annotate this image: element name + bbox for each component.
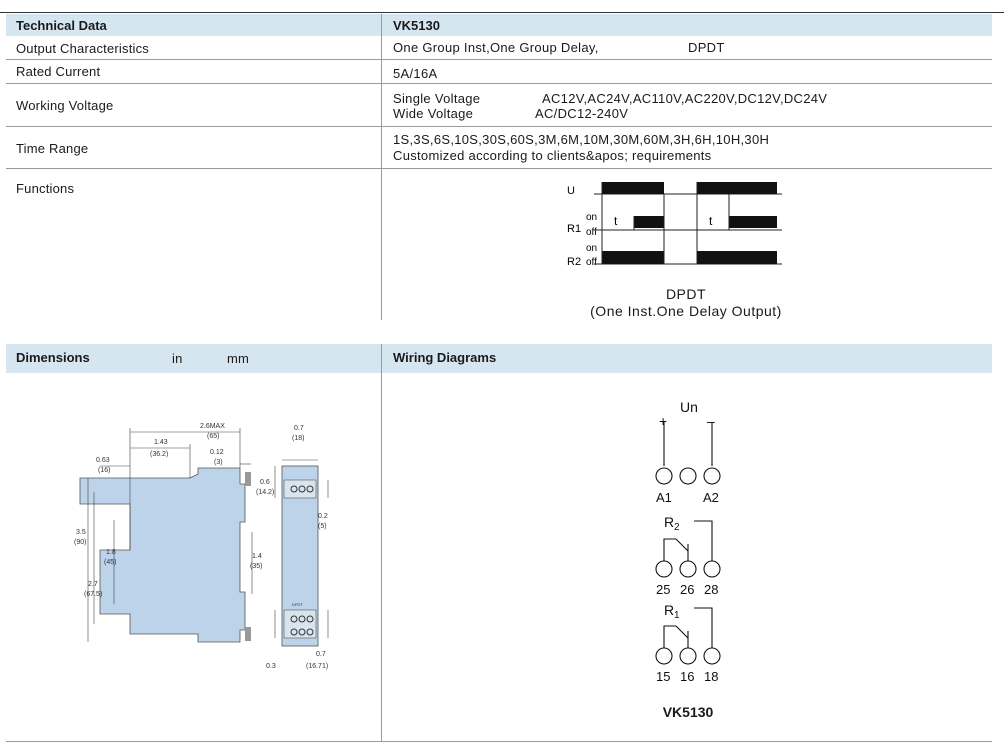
dim-0-7b: 0.7 bbox=[316, 651, 326, 658]
dim-width-max: 2.6MAX bbox=[200, 423, 225, 430]
dimensions-unit-mm: mm bbox=[227, 351, 250, 366]
dim-width-max-mm: (65) bbox=[207, 433, 220, 440]
wiring-header: Wiring Diagrams bbox=[393, 350, 497, 365]
dimensions-unit-in: in bbox=[172, 351, 183, 366]
t15-label: 15 bbox=[656, 669, 671, 684]
dim-0-7: 0.7 bbox=[294, 425, 304, 432]
timing-caption-dpdt: DPDT bbox=[665, 286, 707, 302]
dim-0-12-mm: (3) bbox=[214, 459, 223, 466]
terminal-25 bbox=[656, 561, 672, 577]
r2-off-label: off bbox=[586, 257, 597, 268]
dim-0-3: 0.3 bbox=[266, 663, 276, 670]
r1-on-label: on bbox=[586, 212, 598, 223]
r1-subscript: 1 bbox=[674, 610, 680, 621]
dim-0-63: 0.63 bbox=[96, 457, 110, 464]
r1-label: R1 bbox=[567, 223, 582, 235]
r2-label: R2 bbox=[567, 256, 582, 268]
row-time-label: Time Range bbox=[16, 141, 89, 156]
table-header-right: VK5130 bbox=[393, 18, 440, 33]
dim-3-5: 3.5 bbox=[76, 529, 86, 536]
table-top-border bbox=[0, 12, 1004, 13]
dim-1-4-mm: (35) bbox=[250, 563, 263, 570]
r2-pulse bbox=[602, 251, 664, 264]
row-functions-label: Functions bbox=[16, 181, 75, 196]
relay-side-body bbox=[80, 468, 245, 642]
dim-0-7-mm: (18) bbox=[292, 435, 305, 442]
row-divider bbox=[6, 126, 992, 127]
t25-label: 25 bbox=[656, 582, 671, 597]
dim-0-12: 0.12 bbox=[210, 449, 224, 456]
r1-label: R bbox=[664, 602, 675, 618]
rail-clip bbox=[245, 627, 251, 641]
terminal-15 bbox=[656, 648, 672, 664]
terminal-16 bbox=[680, 648, 696, 664]
bottom-border bbox=[6, 741, 992, 742]
row-voltage-single-value: AC12V,AC24V,AC110V,AC220V,DC12V,DC24V bbox=[542, 91, 828, 106]
t28-label: 28 bbox=[704, 582, 719, 597]
wiring-model-label: VK5130 bbox=[662, 704, 714, 720]
terminal-18 bbox=[704, 648, 720, 664]
dim-0-2-mm: (5) bbox=[318, 523, 327, 530]
r1-delay-t: t bbox=[614, 214, 618, 228]
dim-0-2: 0.2 bbox=[318, 513, 328, 520]
dim-1-8-mm: (45) bbox=[104, 559, 117, 566]
signal-u-label: U bbox=[567, 185, 575, 197]
terminal-a2 bbox=[704, 468, 720, 484]
front-dpdt-label: DPDT bbox=[292, 602, 303, 607]
row-output-dpdt: DPDT bbox=[688, 40, 725, 55]
terminal-28 bbox=[704, 561, 720, 577]
signal-u-pulse bbox=[697, 182, 777, 194]
table-header-left: Technical Data bbox=[16, 18, 107, 33]
t16-label: 16 bbox=[680, 669, 695, 684]
row-voltage-label: Working Voltage bbox=[16, 98, 114, 113]
terminal-block bbox=[284, 480, 316, 498]
row-divider bbox=[6, 83, 992, 84]
section-header-bar bbox=[6, 344, 992, 373]
dim-0-63-mm: (16) bbox=[98, 467, 111, 474]
dim-1-4: 1.4 bbox=[252, 553, 262, 560]
terminal-a1 bbox=[656, 468, 672, 484]
signal-u-pulse bbox=[602, 182, 664, 194]
section-column-divider bbox=[381, 344, 382, 741]
dim-1-43-mm: (36.2) bbox=[150, 451, 169, 458]
un-label: Un bbox=[680, 399, 698, 415]
row-voltage-wide-label: Wide Voltage bbox=[393, 106, 474, 121]
dimension-drawing bbox=[70, 414, 350, 674]
r1-delay-t: t bbox=[709, 214, 713, 228]
dimensions-header: Dimensions bbox=[16, 350, 90, 365]
dim-0-6-mm: (14.2) bbox=[256, 489, 275, 496]
row-output-value: One Group Inst,One Group Delay, bbox=[393, 40, 599, 55]
plus-sign: + bbox=[659, 413, 668, 429]
a1-label: A1 bbox=[656, 490, 672, 505]
dim-1-43: 1.43 bbox=[154, 439, 168, 446]
a2-label: A2 bbox=[703, 490, 719, 505]
t26-label: 26 bbox=[680, 582, 695, 597]
row-time-custom: Customized according to clients&apos; requirements bbox=[393, 148, 712, 163]
dim-2-7: 2.7 bbox=[88, 581, 98, 588]
dim-1-8: 1.8 bbox=[106, 549, 116, 556]
r1-pulse bbox=[729, 216, 777, 228]
terminal-blank bbox=[680, 468, 696, 484]
row-divider bbox=[6, 59, 992, 60]
dim-0-7b-mm: (16.71) bbox=[306, 663, 329, 670]
r2-on-label: on bbox=[586, 243, 598, 254]
dim-3-5-mm: (90) bbox=[74, 539, 87, 546]
row-voltage-single-label: Single Voltage bbox=[393, 91, 481, 106]
dim-0-6: 0.6 bbox=[260, 479, 270, 486]
rail-clip bbox=[245, 472, 251, 486]
timing-diagram bbox=[556, 174, 806, 274]
row-output-label: Output Characteristics bbox=[16, 41, 150, 56]
wiring-diagram bbox=[640, 396, 740, 696]
dim-2-7-mm: (67.5) bbox=[84, 591, 103, 598]
t18-label: 18 bbox=[704, 669, 719, 684]
r1-pulse bbox=[634, 216, 664, 228]
row-rated-value: 5A/16A bbox=[393, 66, 438, 81]
r1-off-label: off bbox=[586, 227, 597, 238]
row-time-values: 1S,3S,6S,10S,30S,60S,3M,6M,10M,30M,60M,3H,6H,10H,30H bbox=[393, 132, 770, 147]
row-divider bbox=[6, 168, 992, 169]
timing-caption-desc: (One Inst.One Delay Output) bbox=[590, 303, 782, 319]
row-voltage-wide-value: AC/DC12-240V bbox=[535, 106, 629, 121]
r2-pulse bbox=[697, 251, 777, 264]
table-header bbox=[6, 14, 992, 36]
minus-sign: – bbox=[707, 413, 715, 429]
r2-label: R bbox=[664, 514, 675, 530]
row-rated-label: Rated Current bbox=[16, 64, 101, 79]
r2-subscript: 2 bbox=[674, 522, 680, 533]
terminal-26 bbox=[680, 561, 696, 577]
